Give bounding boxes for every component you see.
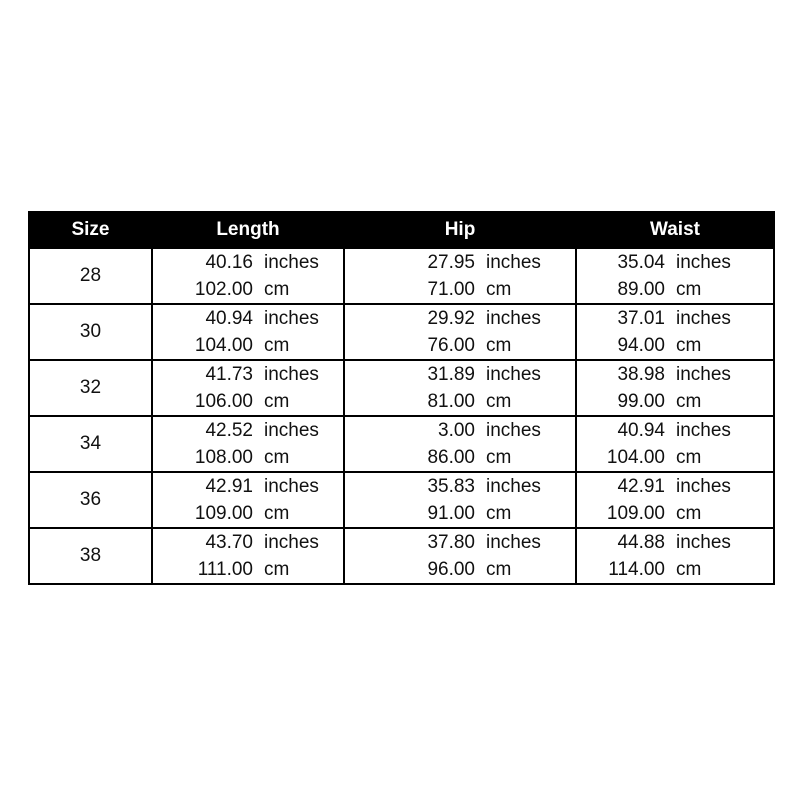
table-row: [29, 472, 774, 528]
size-chart-table: [28, 211, 775, 585]
cm-unit-label: cm: [264, 279, 290, 300]
length-cm-value: 104.00: [194, 335, 253, 356]
length-inches-value: 40.16: [205, 252, 253, 273]
cm-unit-label: cm: [264, 503, 290, 524]
hip-cm-value: 96.00: [427, 559, 475, 580]
cm-unit-label: cm: [676, 335, 702, 356]
length-inches-value: 42.52: [205, 420, 253, 441]
size-cell: 32: [29, 360, 152, 416]
length-inches-line: [170, 417, 343, 444]
length-cm-line: [170, 556, 343, 583]
cm-unit-label: cm: [486, 559, 512, 580]
size-cell: 34: [29, 416, 152, 472]
waist-cm-value: 99.00: [617, 391, 665, 412]
waist-inches-value: 35.04: [617, 252, 665, 273]
inches-unit-label: inches: [264, 420, 319, 441]
length-inches-line: [170, 529, 343, 556]
waist-inches-line: [582, 473, 773, 500]
waist-inches-line: [582, 361, 773, 388]
inches-unit-label: inches: [264, 252, 319, 273]
hip-cell: [344, 304, 576, 360]
hip-inches-value: 29.92: [427, 308, 475, 329]
hip-cm-value: 81.00: [427, 391, 475, 412]
length-inches-line: [170, 249, 343, 276]
header-size: Size: [29, 212, 152, 248]
waist-cell: [576, 360, 774, 416]
cm-unit-label: cm: [264, 391, 290, 412]
inches-unit-label: inches: [486, 532, 541, 553]
waist-cm-line: [582, 276, 773, 303]
header-waist: Waist: [576, 212, 774, 248]
table-row: [29, 360, 774, 416]
inches-unit-label: inches: [264, 476, 319, 497]
inches-unit-label: inches: [676, 308, 731, 329]
waist-inches-line: [582, 249, 773, 276]
cm-unit-label: cm: [264, 335, 290, 356]
hip-cm-line: [392, 276, 575, 303]
waist-cm-line: [582, 500, 773, 527]
table-row: [29, 304, 774, 360]
waist-cm-line: [582, 332, 773, 359]
waist-cm-value: 109.00: [606, 503, 665, 524]
inches-unit-label: inches: [676, 476, 731, 497]
cm-unit-label: cm: [486, 391, 512, 412]
length-inches-line: [170, 473, 343, 500]
length-cm-line: [170, 276, 343, 303]
cm-unit-label: cm: [676, 279, 702, 300]
waist-inches-value: 40.94: [617, 420, 665, 441]
hip-cell: [344, 416, 576, 472]
inches-unit-label: inches: [676, 252, 731, 273]
header-length: Length: [152, 212, 344, 248]
length-inches-value: 41.73: [205, 364, 253, 385]
hip-inches-line: [392, 361, 575, 388]
waist-inches-value: 38.98: [617, 364, 665, 385]
waist-cm-value: 114.00: [608, 559, 665, 580]
hip-cm-value: 71.00: [427, 279, 475, 300]
inches-unit-label: inches: [486, 420, 541, 441]
length-cell: [152, 360, 344, 416]
length-cm-line: [170, 500, 343, 527]
cm-unit-label: cm: [676, 391, 702, 412]
inches-unit-label: inches: [676, 364, 731, 385]
hip-inches-value: 37.80: [427, 532, 475, 553]
hip-cell: [344, 472, 576, 528]
hip-inches-line: [392, 417, 575, 444]
length-cell: [152, 528, 344, 584]
length-inches-line: [170, 361, 343, 388]
table-row: [29, 528, 774, 584]
waist-inches-line: [582, 529, 773, 556]
length-cm-line: [170, 388, 343, 415]
inches-unit-label: inches: [486, 476, 541, 497]
hip-cm-line: [392, 332, 575, 359]
table-row: [29, 248, 774, 304]
length-inches-value: 43.70: [205, 532, 253, 553]
inches-unit-label: inches: [486, 252, 541, 273]
length-cell: [152, 416, 344, 472]
hip-inches-line: [392, 473, 575, 500]
hip-inches-line: [392, 249, 575, 276]
length-inches-value: 42.91: [205, 476, 253, 497]
waist-cell: [576, 528, 774, 584]
length-cm-value: 111.00: [197, 559, 253, 580]
cm-unit-label: cm: [486, 279, 512, 300]
waist-cell: [576, 248, 774, 304]
inches-unit-label: inches: [676, 532, 731, 553]
waist-inches-value: 44.88: [617, 532, 665, 553]
length-cm-value: 106.00: [194, 391, 253, 412]
waist-cm-line: [582, 556, 773, 583]
hip-cell: [344, 360, 576, 416]
table-row: [29, 416, 774, 472]
size-cell: 30: [29, 304, 152, 360]
waist-cm-value: 89.00: [617, 279, 665, 300]
cm-unit-label: cm: [676, 559, 702, 580]
hip-inches-value: 3.00: [438, 420, 475, 441]
size-cell: 28: [29, 248, 152, 304]
hip-cm-line: [392, 556, 575, 583]
cm-unit-label: cm: [676, 447, 702, 468]
hip-inches-value: 31.89: [427, 364, 475, 385]
length-cm-value: 108.00: [194, 447, 253, 468]
inches-unit-label: inches: [486, 364, 541, 385]
inches-unit-label: inches: [264, 308, 319, 329]
length-cm-line: [170, 332, 343, 359]
table-body: [29, 248, 774, 584]
size-cell: 38: [29, 528, 152, 584]
hip-cell: [344, 248, 576, 304]
length-cm-line: [170, 444, 343, 471]
hip-cm-value: 76.00: [427, 335, 475, 356]
cm-unit-label: cm: [264, 447, 290, 468]
inches-unit-label: inches: [676, 420, 731, 441]
waist-cm-line: [582, 444, 773, 471]
waist-inches-value: 37.01: [617, 308, 665, 329]
waist-cell: [576, 472, 774, 528]
cm-unit-label: cm: [486, 447, 512, 468]
waist-cell: [576, 416, 774, 472]
waist-cm-value: 94.00: [617, 335, 665, 356]
hip-inches-line: [392, 529, 575, 556]
hip-cm-line: [392, 444, 575, 471]
cm-unit-label: cm: [486, 503, 512, 524]
waist-cm-value: 104.00: [606, 447, 665, 468]
hip-cm-line: [392, 500, 575, 527]
size-cell: 36: [29, 472, 152, 528]
hip-inches-value: 35.83: [427, 476, 475, 497]
hip-cm-value: 91.00: [427, 503, 475, 524]
length-cell: [152, 304, 344, 360]
hip-inches-line: [392, 305, 575, 332]
waist-cell: [576, 304, 774, 360]
cm-unit-label: cm: [676, 503, 702, 524]
inches-unit-label: inches: [264, 364, 319, 385]
header-hip: Hip: [344, 212, 576, 248]
inches-unit-label: inches: [486, 308, 541, 329]
header-row: [29, 212, 774, 248]
length-cm-value: 109.00: [194, 503, 253, 524]
length-cm-value: 102.00: [194, 279, 253, 300]
inches-unit-label: inches: [264, 532, 319, 553]
hip-cell: [344, 528, 576, 584]
length-inches-value: 40.94: [205, 308, 253, 329]
hip-cm-value: 86.00: [427, 447, 475, 468]
waist-cm-line: [582, 388, 773, 415]
length-inches-line: [170, 305, 343, 332]
length-cell: [152, 248, 344, 304]
length-cell: [152, 472, 344, 528]
waist-inches-line: [582, 305, 773, 332]
cm-unit-label: cm: [486, 335, 512, 356]
hip-inches-value: 27.95: [427, 252, 475, 273]
waist-inches-line: [582, 417, 773, 444]
waist-inches-value: 42.91: [617, 476, 665, 497]
cm-unit-label: cm: [264, 559, 290, 580]
hip-cm-line: [392, 388, 575, 415]
